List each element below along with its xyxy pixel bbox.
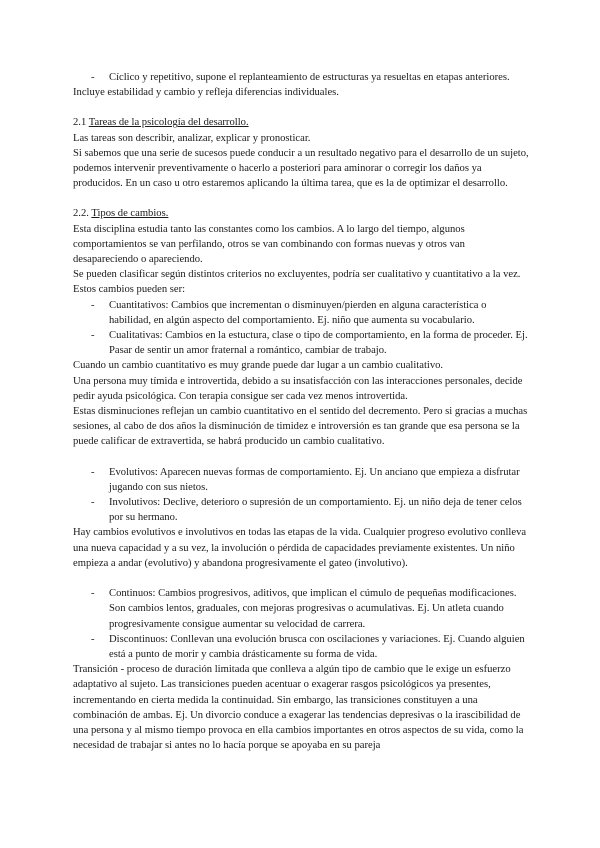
bullet-text: Cuantitativos: Cambios que incrementan o disminuyen/pierden en alguna característica o habilidad, en algún aspecto del comportamiento. Ej. niño que aumenta su vocabulario. (109, 299, 487, 326)
bullet-dash: - (91, 466, 95, 478)
bullet-dash: - (91, 633, 95, 645)
section-title: Tipos de cambios. (91, 208, 169, 220)
bullet-text: Cíclico y repetitivo, supone el replanteamiento de estructuras ya resueltas en etapas anteriores. (109, 72, 510, 83)
bullet-text: Evolutivos: Aparecen nuevas formas de comportamiento. Ej. Un anciano que empieza a disfrutar jugando con sus nietos. (109, 466, 520, 493)
section-title: Tareas de la psicología del desarrollo. (88, 117, 249, 129)
bullet-cualitativas (73, 328, 529, 358)
bullet-text: Continuos: Cambios progresivos, aditivos, que implican el cúmulo de pequeñas modificaciones. Son cambios lentos, graduales, con mejoras progresivas o acumulativas. Ej. Un atleta cuando progresivamente consigue aumentar su velocidad de carrera. (109, 588, 517, 630)
paragraph-transicion: Transición - proceso de duración limitada que conlleva a algún tipo de cambio que le exige un esfuerzo adaptativo al sujeto. Las transiciones pueden acentuar o exagerar rasgos psicológicos ya presentes, incrementando en cierta medida la continuidad. Sin embargo, las transiciones constituyen a una combinación de ambas. Ej. Un divorcio conduce a exagerar las tendencias depresivas o la irascibilidad de una persona y al mismo tiempo provoca en ella cambios importantes en otros aspectos de su vida, como la necesidad de trabajar si antes no lo hacía porque se apoyaba en su pareja (73, 664, 524, 752)
document-page (73, 70, 529, 753)
paragraph-clasificar: Se pueden clasificar según distintos criterios no excluyentes, podría ser cualitativo y cuantitativo a la vez. Estos cambios pueden ser: (73, 269, 521, 296)
section-heading-tareas (73, 115, 529, 130)
section-number: 2.2. (73, 208, 89, 220)
bullet-evolutivos (73, 465, 529, 495)
bullet-involutivos (73, 495, 529, 525)
bullet-text: Cualitativas: Cambios en la estuctura, clase o tipo de comportamiento, en la forma de proceder. Ej. Pasar de sentir un amor fraternal a romántico, cambiar de trabajo. (109, 330, 528, 357)
bullet-text: Involutivos: Declive, deterioro o supresión de un comportamiento. Ej. un niño deja de tener celos por su hermano. (109, 497, 522, 524)
paragraph-disminuciones: Estas disminuciones reflejan un cambio cuantitativo en el sentido del decremento. Pero si gracias a muchas sesiones, al cabo de dos años la disminución de timidez e introversión es tan grande que esa persona se la puede calificar de extravertida, se habrá producido un cambio cualitativo. (73, 406, 528, 448)
bullet-ciclico (73, 70, 529, 85)
bullet-dash: - (91, 330, 95, 342)
paragraph-evolutivos-involutivos: Hay cambios evolutivos e involutivos en todas las etapas de la vida. Cualquier progreso evolutivo conlleva una nueva capacidad y a su vez, la involución o pérdida de capacidades previamente existentes. Un niño empieza a andar (evolutivo) y abandona progresivamente el gateo (involutivo). (73, 527, 527, 569)
paragraph-persona-timida: Una persona muy tímida e introvertida, debido a su insatisfacción con las interacciones personales, decide pedir ayuda psicológica. Con terapia consigue ser cada vez menos introvertida. (73, 375, 523, 402)
paragraph-disciplina: Esta disciplina estudia tanto las constantes como los cambios. A lo largo del tiempo, algunos comportamientos se van perfilando, otros se van combinando con formas nuevas y otros van desapareciendo o apareciendo. (73, 223, 465, 266)
bullet-cuantitativos (73, 298, 529, 328)
bullet-discontinuos (73, 632, 529, 662)
bullet-text: Discontinuos: Conllevan una evolución brusca con oscilaciones y variaciones. Ej. Cuando alguien está a punto de morir y cambia drásticamente su forma de vida. (109, 633, 525, 660)
bullet-continuos (73, 586, 529, 632)
paragraph-tareas-lead: Las tareas son describir, analizar, explicar y pronosticar. (73, 132, 311, 144)
paragraph-estabilidad: Incluye estabilidad y cambio y refleja diferencias individuales. (73, 87, 339, 99)
bullet-dash: - (91, 299, 95, 311)
bullet-dash: - (91, 588, 95, 600)
bullet-dash: - (91, 497, 95, 509)
paragraph-tareas-body: Si sabemos que una serie de sucesos puede conducir a un resultado negativo para el desarrollo de un sujeto, podemos intervenir preventivamente o hacerlo a posteriori para aminorar o corregir los daños ya producidos. En un caso u otro estaremos aplicando la última tarea, que es la de optimizar el desarrollo. (73, 147, 529, 190)
bullet-dash: - (91, 72, 95, 83)
section-heading-tipos (73, 206, 529, 221)
section-number: 2.1 (73, 117, 87, 129)
paragraph-cambio-grande: Cuando un cambio cuantitativo es muy grande puede dar lugar a un cambio cualitativo. (73, 360, 444, 372)
